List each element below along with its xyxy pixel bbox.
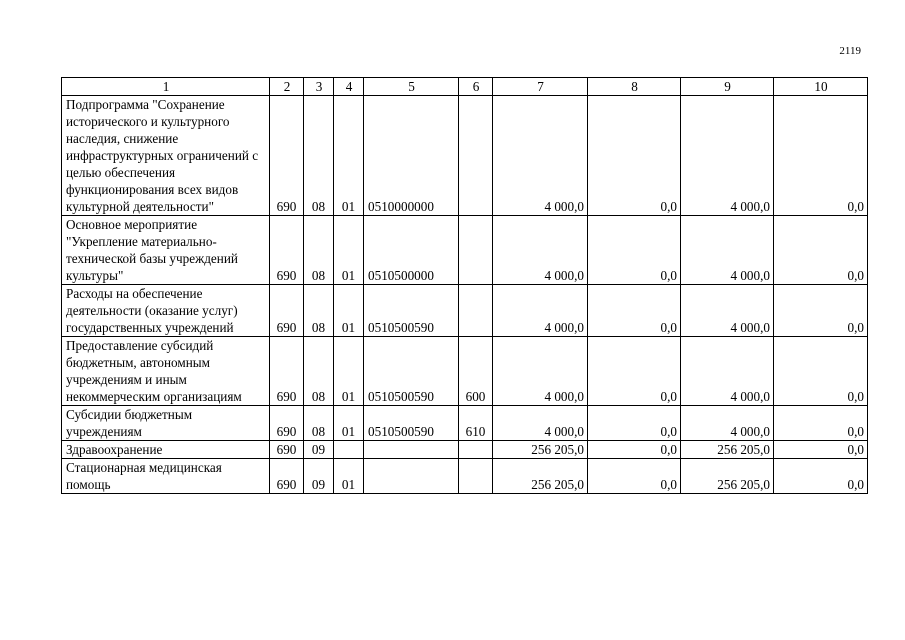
cell-col7: 4 000,0 [493, 216, 588, 285]
table-row [62, 96, 868, 216]
cell-vr [459, 96, 493, 216]
cell-vr [459, 441, 493, 459]
column-header: 2 [270, 78, 304, 96]
cell-rz: 08 [304, 96, 334, 216]
cell-ved: 690 [270, 285, 304, 337]
cell-col9: 256 205,0 [681, 441, 774, 459]
row-name: Здравоохранение [62, 441, 270, 459]
row-name: Подпрограмма "Сохранение исторического и культурного наследия, снижение инфраструктурных ограничений с целью обеспечения функционирования всех видов культурной деятельности" [62, 96, 270, 216]
cell-col10: 0,0 [774, 441, 868, 459]
column-header: 10 [774, 78, 868, 96]
cell-pr: 01 [334, 96, 364, 216]
cell-col10: 0,0 [774, 337, 868, 406]
cell-col8: 0,0 [588, 216, 681, 285]
table-row [62, 406, 868, 441]
cell-pr: 01 [334, 216, 364, 285]
cell-ved: 690 [270, 216, 304, 285]
cell-col10: 0,0 [774, 216, 868, 285]
cell-ved: 690 [270, 96, 304, 216]
cell-col9: 4 000,0 [681, 285, 774, 337]
page-number: 2119 [839, 45, 861, 57]
table-row [62, 441, 868, 459]
table-row [62, 285, 868, 337]
cell-vr: 610 [459, 406, 493, 441]
cell-csr: 0510500590 [364, 337, 459, 406]
cell-col10: 0,0 [774, 96, 868, 216]
column-header: 7 [493, 78, 588, 96]
cell-col7: 4 000,0 [493, 285, 588, 337]
cell-rz: 08 [304, 406, 334, 441]
cell-csr: 0510500590 [364, 285, 459, 337]
cell-rz: 08 [304, 216, 334, 285]
cell-rz: 09 [304, 459, 334, 494]
column-header: 1 [62, 78, 270, 96]
cell-col10: 0,0 [774, 459, 868, 494]
column-header: 4 [334, 78, 364, 96]
cell-col7: 4 000,0 [493, 337, 588, 406]
cell-col7: 4 000,0 [493, 96, 588, 216]
cell-vr [459, 285, 493, 337]
cell-col9: 4 000,0 [681, 406, 774, 441]
cell-col9: 4 000,0 [681, 96, 774, 216]
cell-rz: 08 [304, 337, 334, 406]
cell-ved: 690 [270, 406, 304, 441]
cell-rz: 09 [304, 441, 334, 459]
table-row [62, 216, 868, 285]
cell-vr [459, 459, 493, 494]
row-name: Субсидии бюджетным учреждениям [62, 406, 270, 441]
budget-table [61, 77, 868, 494]
cell-col9: 256 205,0 [681, 459, 774, 494]
cell-col10: 0,0 [774, 406, 868, 441]
column-header: 9 [681, 78, 774, 96]
cell-csr: 0510500590 [364, 406, 459, 441]
cell-csr: 0510500000 [364, 216, 459, 285]
cell-col7: 4 000,0 [493, 406, 588, 441]
cell-col8: 0,0 [588, 96, 681, 216]
table-body [62, 78, 868, 494]
cell-col7: 256 205,0 [493, 459, 588, 494]
cell-rz: 08 [304, 285, 334, 337]
cell-col8: 0,0 [588, 441, 681, 459]
column-header: 3 [304, 78, 334, 96]
table-row [62, 337, 868, 406]
row-name: Основное мероприятие "Укрепление материально-технической базы учреждений культуры" [62, 216, 270, 285]
column-header: 6 [459, 78, 493, 96]
cell-csr: 0510000000 [364, 96, 459, 216]
cell-ved: 690 [270, 441, 304, 459]
cell-pr: 01 [334, 337, 364, 406]
column-header: 8 [588, 78, 681, 96]
row-name: Предоставление субсидий бюджетным, автономным учреждениям и иным некоммерческим организациям [62, 337, 270, 406]
cell-pr: 01 [334, 285, 364, 337]
cell-col10: 0,0 [774, 285, 868, 337]
table-row [62, 459, 868, 494]
cell-col8: 0,0 [588, 406, 681, 441]
cell-col8: 0,0 [588, 459, 681, 494]
cell-ved: 690 [270, 459, 304, 494]
cell-vr: 600 [459, 337, 493, 406]
cell-col8: 0,0 [588, 285, 681, 337]
cell-col9: 4 000,0 [681, 337, 774, 406]
row-name: Стационарная медицинская помощь [62, 459, 270, 494]
cell-col7: 256 205,0 [493, 441, 588, 459]
cell-col8: 0,0 [588, 337, 681, 406]
header-row [62, 78, 868, 96]
row-name: Расходы на обеспечение деятельности (оказание услуг) государственных учреждений [62, 285, 270, 337]
cell-ved: 690 [270, 337, 304, 406]
cell-col9: 4 000,0 [681, 216, 774, 285]
cell-pr: 01 [334, 459, 364, 494]
cell-csr [364, 459, 459, 494]
cell-pr: 01 [334, 406, 364, 441]
cell-csr [364, 441, 459, 459]
cell-pr [334, 441, 364, 459]
cell-vr [459, 216, 493, 285]
column-header: 5 [364, 78, 459, 96]
